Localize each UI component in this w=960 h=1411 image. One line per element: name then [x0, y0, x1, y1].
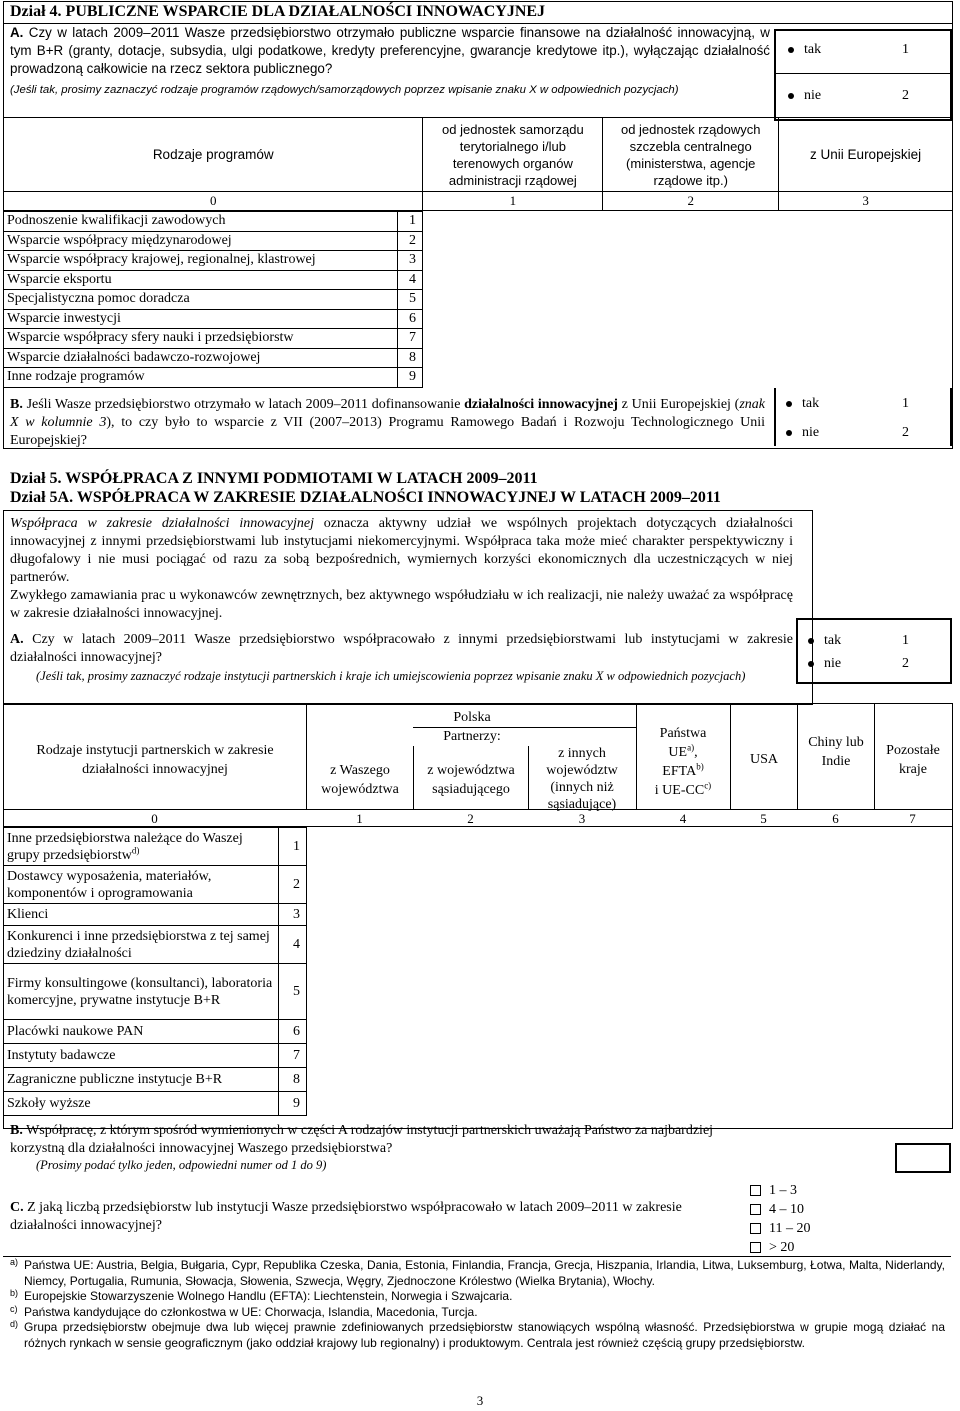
partners-header-own-voivodeship: z Waszego województwa [321, 763, 399, 797]
question-4b [10, 396, 765, 450]
question-5a-text: Czy w latach 2009–2011 Wasze przedsiębiorstwo współpracowało z innymi przedsiębiorstwami lub instytucjami w zakresie działalności innowacyjnej? [10, 632, 793, 665]
answer-box-5a [796, 618, 952, 684]
footnote-text: Państwa kandydujące do członkostwa w UE: Chorwacja, Islandia, Macedonia, Turcja. [24, 1304, 478, 1319]
bullet-icon [808, 661, 814, 667]
programs-header-local: od jednostek samorządu terytorialnego i/lub terenowych organów administracji rządowej [423, 118, 603, 192]
question-4b-text-c: ), to czy było to wsparcie z VII (2007–2013) Programu Ramowego Badań i Rozwoju Technologicznego Unii Europejskiej? [10, 415, 765, 448]
vline [306, 703, 307, 809]
program-row-label: Wsparcie eksportu [4, 270, 398, 290]
partners-header-eu: Państwa UE$^{a)}$, EFTA$^{b)}$ i UE-CC$^{c)}$ [654, 726, 712, 798]
checkbox-icon [750, 1185, 761, 1196]
question-4b-text-a: Jeśli Wasze przedsiębiorstwo otrzymało w latach 2009–2011 dofinansowanie [26, 397, 465, 412]
footnote-text: Państwa UE: Austria, Belgia, Bułgaria, Cypr, Republika Czeska, Dania, Estonia, Finlandia, Francja, Grecja, Hiszpania, Irlandia, Litwa, Luksemburg, Łotwa, Malta, Niderlandy, Niemcy, Portugalia, Rumunia, Słowacja, Słowenia, Szwecja, Węgry, Zjednoczone Królestwo (Wielka Brytania), Włochy. [24, 1258, 945, 1288]
partner-row-num: 2 [279, 866, 307, 904]
tak-code: 1 [902, 42, 909, 57]
col-num: 3 [578, 811, 586, 826]
bullet-icon [788, 93, 794, 99]
section-4-title: Dział 4. PUBLICZNE WSPARCIE DLA DZIAŁALNOŚCI INNOWACYJNEJ [10, 3, 546, 20]
program-row-num: 8 [398, 348, 423, 368]
vline [528, 746, 529, 809]
question-5b-text: Współpracę, z którym spośród wymienionych w części A rodzajów instytucji partnerskich uważają Państwo za najbardziej korzystną dla działalności innowacyjnej Waszego przedsiębiorstwa? [10, 1123, 714, 1156]
col-num: 3 [779, 192, 953, 211]
vline [874, 703, 875, 809]
option-4-10[interactable] [750, 1200, 810, 1219]
partners-header-other-countries: Pozostałe kraje [886, 743, 940, 777]
program-row-num: 3 [398, 251, 423, 271]
vline [636, 703, 637, 809]
partner-row-num: 8 [279, 1068, 307, 1092]
partner-row-label: Klienci [4, 904, 279, 926]
footnote-text: Grupa przedsiębiorstw obejmuje dwa lub więcej prawnie zdefiniowanych przedsiębiorstw stanowiących wspólną własność. Przedsiębiorstwa w grupie mogą działać na różnych rynkach w sensie geograficznym (jako oddział krajowy lub regionalny) i produktowym. Centrala jest również częścią grupy przedsiębiorstw. [24, 1320, 945, 1350]
footnote-b: b) Europejskie Stowarzyszenie Wolnego Handlu (EFTA): Liechtenstein, Norwegia i Szwajcaria. [10, 1288, 513, 1303]
col-num: 0 [151, 811, 158, 826]
question-5c [10, 1199, 710, 1235]
programs-header-central: od jednostek rządowych szczebla centralnego (ministerstwa, agencje rządowe itp.) [603, 118, 779, 192]
vline [797, 703, 798, 809]
answer-tak-5a[interactable] [808, 633, 938, 649]
option-1-3[interactable] [750, 1181, 810, 1200]
section-5a-intro [10, 515, 793, 623]
programs-header-eu: z Unii Europejskiej [779, 118, 953, 192]
footnotes [10, 1258, 945, 1351]
programs-table [3, 117, 953, 211]
program-row-num: 2 [398, 231, 423, 251]
partner-row-label: Dostawcy wyposażenia, materiałów, komponentów i oprogramowania [4, 866, 279, 904]
col-num: 6 [832, 811, 839, 826]
partner-row-num: 9 [279, 1092, 307, 1116]
partner-row-label: Instytuty badawcze [4, 1044, 279, 1068]
program-row-label: Wsparcie działalności badawczo-rozwojowej [4, 348, 398, 368]
answer-nie-5a[interactable] [808, 656, 938, 672]
col-num: 2 [467, 811, 474, 826]
program-row-label: Wsparcie współpracy międzynarodowej [4, 231, 398, 251]
footnote-text: Europejskie Stowarzyszenie Wolnego Handlu (EFTA): Liechtenstein, Norwegia i Szwajcaria. [24, 1289, 513, 1303]
question-5a-letter: A. [10, 632, 24, 647]
answer-tak-4b[interactable] [786, 396, 926, 412]
checkbox-icon [750, 1242, 761, 1253]
question-5c-options [750, 1181, 810, 1257]
col-num: 7 [909, 811, 916, 826]
partners-header-neighbour: z województwa sąsiadującego [427, 763, 515, 797]
program-row-label: Inne rodzaje programów [4, 368, 398, 388]
bullet-icon [808, 638, 814, 644]
section-5a-title: Dział 5A. WSPÓŁPRACA W ZAKRESIE DZIAŁALNOŚCI INNOWACYJNEJ W LATACH 2009–2011 [10, 489, 721, 506]
option-label: 1 – 3 [769, 1183, 797, 1198]
partners-header-bottom [3, 809, 952, 810]
program-row-num: 6 [398, 309, 423, 329]
partner-row-label: Placówki naukowe PAN [4, 1020, 279, 1044]
tak-code: 1 [902, 396, 909, 411]
question-4b-text-italic: znak X w kolumnie 3 [10, 397, 765, 430]
col-num: 2 [603, 192, 779, 211]
intro-lead: Współpraca w zakresie działalności innowacyjnej [10, 516, 314, 531]
partners-header-partnerzy: Partnerzy: [443, 729, 501, 744]
col-num: 0 [4, 192, 423, 211]
col-num: 1 [356, 811, 363, 826]
nie-code: 2 [902, 656, 909, 671]
page-number: 3 [476, 1393, 484, 1408]
question-4a-letter: A. [10, 25, 24, 40]
bullet-icon [788, 47, 794, 53]
col-num: 5 [760, 811, 767, 826]
programs-rows [3, 211, 423, 388]
question-4a-text: Czy w latach 2009–2011 Wasze przedsiębiorstwo otrzymało publiczne wsparcie finansowe na działalność innowacyjną, w tym B+R (granty, dotacje, subsydia, ulgi podatkowe, kredyty preferencyjne, gwarancje kredytowe itp.), wyłączając działalność prowadzoną całkowicie na rzecz sektora publicznego? [10, 25, 770, 76]
section-5-title: Dział 5. WSPÓŁPRACA Z INNYMI PODMIOTAMI W LATACH 2009–2011 [10, 470, 538, 487]
tak-label: tak [804, 42, 822, 57]
checkbox-icon [750, 1223, 761, 1234]
col-num: 4 [679, 811, 687, 826]
partner-row-num: 5 [279, 964, 307, 1020]
sup-b: b) [696, 761, 704, 772]
nie-label: nie [804, 88, 822, 103]
tak-label: tak [802, 396, 820, 411]
program-row-num: 5 [398, 290, 423, 310]
program-row-num: 9 [398, 368, 423, 388]
question-5b-letter: B. [10, 1123, 23, 1138]
question-4b-text-b: z Unii Europejskiej ( [617, 397, 740, 412]
partner-row-num: 4 [279, 926, 307, 964]
program-row-label: Podnoszenie kwalifikacji zawodowych [4, 212, 398, 232]
partner-row-num: 7 [279, 1044, 307, 1068]
partner-row-label [4, 828, 279, 866]
partners-header-type: Rodzaje instytucji partnerskich w zakresie działalności innowacyjnej [36, 743, 274, 777]
question-4b-letter: B. [10, 397, 23, 412]
footnote-separator [3, 1256, 951, 1257]
question-5a [10, 631, 793, 667]
sup-d: d) [131, 844, 140, 855]
intro-p1: oznacza aktywny udział we wspólnych projektach dotyczących działalności innowacyjnej z innymi przedsiębiorstwami lub instytucjami niekomercyjnymi. Współpraca taka może mieć charakter perspektywiczny i długofalowy i nie musi pociągać od razu za sobą bezpośrednich, wymiernych korzyści ekonomicznych dla uczestniczących w niej partnerów. [10, 516, 793, 585]
programs-header-type: Rodzaje programów [4, 118, 423, 192]
footnote-c: c) Państwa kandydujące do członkostwa w UE: Chorwacja, Islandia, Macedonia, Turcja. [10, 1303, 478, 1319]
partner-row-label: Zagraniczne publiczne instytucje B+R [4, 1068, 279, 1092]
answer-nie-4b[interactable] [786, 425, 926, 441]
partners-header-usa: USA [749, 752, 778, 767]
question-5b-note: (Prosimy podać tylko jeden, odpowiedni numer od 1 do 9) [36, 1158, 327, 1172]
hline [413, 727, 636, 728]
nie-code: 2 [902, 88, 909, 103]
question-4a [10, 24, 770, 78]
answer-divider-4a [776, 73, 950, 74]
sup-c: c) [704, 780, 712, 791]
partner-row-label: Konkurenci i inne przedsiębiorstwa z tej samej dziedziny działalności [4, 926, 279, 964]
nie-label: nie [824, 656, 842, 671]
option-over-20[interactable] [750, 1238, 810, 1257]
program-row-label: Wsparcie współpracy krajowej, regionalnej, klastrowej [4, 251, 398, 271]
nie-label: nie [802, 425, 820, 440]
question-5b-answer-box[interactable] [895, 1143, 951, 1173]
option-label: 4 – 10 [769, 1202, 804, 1217]
program-row-num: 4 [398, 270, 423, 290]
intro-p2: Zwykłego zamawiania prac u wykonawców zewnętrznych, bez aktywnego współudziału w ich realizacji, nie należy uważać za współpracę w zakresie działalności innowacyjnej. [10, 588, 793, 621]
tak-code: 1 [902, 633, 909, 648]
question-4b-text-bold: działalności innowacyjnej [464, 397, 618, 412]
question-5b [10, 1122, 770, 1158]
program-row-label: Wsparcie inwestycji [4, 309, 398, 329]
question-4a-note: (Jeśli tak, prosimy zaznaczyć rodzaje programów rządowych/samorządowych poprzez wpisanie znaku X w odpowiednich pozycjach) [10, 84, 679, 96]
partner-row-text: Inne przedsiębiorstwa należące do Waszej grupy przedsiębiorstw [7, 830, 243, 863]
partners-header-polska: Polska [453, 710, 491, 725]
partners-header-china-india: Chiny lub Indie [808, 735, 864, 769]
checkbox-icon [750, 1204, 761, 1215]
partners-rows [3, 827, 307, 1116]
nie-code: 2 [902, 425, 909, 440]
option-label: 11 – 20 [769, 1221, 811, 1236]
answer-nie-4a[interactable] [788, 88, 928, 104]
option-label: > 20 [769, 1240, 795, 1255]
bullet-icon [786, 430, 792, 436]
answer-tak-4a[interactable] [788, 42, 928, 58]
program-row-label: Specjalistyczna pomoc doradcza [4, 290, 398, 310]
footnote-d: d) Grupa przedsiębiorstw obejmuje dwa lub więcej prawnie zdefiniowanych przedsiębiorstw stanowiących wspólną własność. Przedsiębiorstwa w grupie mogą działać na różnych rynkach w sensie geograficznym (jako oddział krajowy lub regionalny) i produktowym. Centrala jest również częścią grupy przedsiębiorstw. [10, 1319, 945, 1350]
question-5a-note: (Jeśli tak, prosimy zaznaczyć rodzaje instytucji partnerskich i kraje ich umiejscowienia poprzez wpisanie znaku X w odpowiednich pozycjach) [36, 669, 746, 683]
footnote-a: a) Państwa UE: Austria, Belgia, Bułgaria, Cypr, Republika Czeska, Dania, Estonia, Finlandia, Francja, Grecja, Hiszpania, Irlandia, Litwa, Luksemburg, Łotwa, Malta, Niderlandy, Niemcy, Portugalia, Rumunia, Słowacja, Słowenia, Szwecja, Węgry, Zjednoczone Królestwo (Wielka Brytania), Włochy. [10, 1257, 945, 1288]
partner-row-label: Firmy konsultingowe (konsultanci), laboratoria komercyjne, prywatne instytucje B+R [4, 964, 279, 1020]
bullet-icon [786, 401, 792, 407]
question-5c-text: Z jaką liczbą przedsiębiorstw lub instytucji Wasze przedsiębiorstwo współpracowało w latach 2009–2011 w zakresie działalności innowacyjnej? [10, 1200, 682, 1233]
partner-row-label: Szkoły wyższe [4, 1092, 279, 1116]
partners-header-other: z innych województw (innych niż sąsiadujące) [546, 746, 618, 812]
tak-label: tak [824, 633, 842, 648]
program-row-num: 1 [398, 212, 423, 232]
partner-row-num: 6 [279, 1020, 307, 1044]
partner-row-num: 3 [279, 904, 307, 926]
col-num: 1 [423, 192, 603, 211]
sup-a: a) [687, 742, 695, 753]
program-row-num: 7 [398, 329, 423, 349]
program-row-label: Wsparcie współpracy sfery nauki i przedsiębiorstw [4, 329, 398, 349]
question-5c-letter: C. [10, 1200, 24, 1215]
partner-row-num: 1 [279, 828, 307, 866]
option-11-20[interactable] [750, 1219, 810, 1238]
